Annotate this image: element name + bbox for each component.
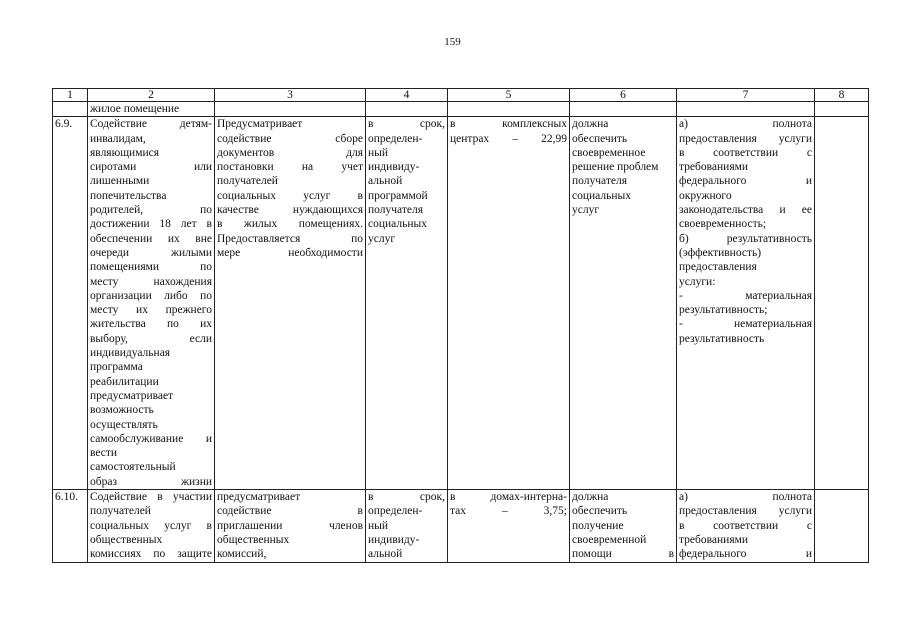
- cell-text-line: индивиду-: [368, 161, 420, 174]
- cell-text-line: лишенными: [90, 175, 150, 188]
- page-number: 159: [444, 36, 461, 48]
- cell-text-line: а) полнота: [679, 491, 812, 504]
- service-description-cell: [215, 490, 366, 562]
- cell-text-line: достижении 18 лет в: [90, 218, 212, 231]
- cell-text-line: являющимися: [90, 146, 160, 159]
- cell-text-line: социальных услуг в: [90, 519, 212, 532]
- cell-text-line: документов для: [217, 146, 363, 159]
- cell-text-line: получение: [572, 519, 624, 532]
- cell-text-line: б) результативность: [679, 232, 812, 245]
- cell-text-line: программой: [368, 189, 428, 202]
- column-header: 8: [815, 89, 869, 102]
- cell-text-line: в соответствии с: [679, 146, 812, 159]
- cell-text-line: реабилитации: [90, 375, 159, 388]
- cell-text-line: общественных: [90, 533, 163, 546]
- cell-text-line: определен-: [368, 505, 423, 518]
- cell-text-line: в срок,: [368, 118, 445, 131]
- cell-text-line: сиротами или: [90, 161, 212, 174]
- column-header: 4: [366, 89, 448, 102]
- cell-text-line: тах – 3,75;: [450, 505, 567, 518]
- cell-text-line: а) полнота: [679, 118, 812, 131]
- cell-text-line: получателей: [217, 175, 278, 188]
- cell-text-line: получателя: [572, 175, 627, 188]
- cell-text-line: инвалидам,: [90, 132, 146, 145]
- cell-text-line: качестве нуждающихся: [217, 204, 363, 217]
- cell-text-line: жительства по их: [90, 318, 212, 331]
- cell-text-line: законодательства и ее: [679, 204, 812, 217]
- cell-text-line: федерального и: [679, 548, 812, 561]
- cell-text-line: должна: [572, 491, 609, 504]
- column-header: 3: [215, 89, 366, 102]
- cell-text-line: альной: [368, 548, 403, 561]
- service-term-cell: [366, 490, 448, 562]
- cell-text-line: своевременной: [572, 533, 647, 546]
- cell-text-line: родителей, по: [90, 204, 212, 217]
- column-header: 7: [677, 89, 815, 102]
- cell-text-line: предусматривает: [90, 389, 174, 402]
- cell-text-line: организации либо по: [90, 289, 212, 302]
- service-name-cell: [88, 117, 215, 490]
- table-row: [53, 490, 869, 562]
- cell-text-line: общественных: [217, 533, 290, 546]
- cell-text-line: индивиду-: [368, 533, 420, 546]
- cell-text-line: своевременное: [572, 146, 646, 159]
- quality-indicator-cell: [570, 117, 677, 490]
- cell-text-line: окружного: [679, 189, 732, 202]
- cell-text-line: социальных: [572, 189, 631, 202]
- cell-text-line: комиссиях по защите: [90, 548, 212, 561]
- cell-text-line: обеспечить: [572, 132, 628, 145]
- cell-text-line: в соответствии с: [679, 519, 812, 532]
- cell-text-line: требованиями: [679, 161, 749, 174]
- cell-text-line: получателя: [368, 204, 423, 217]
- row-number: 6.10.: [53, 490, 88, 562]
- empty-cell: [815, 117, 869, 490]
- cell-text-line: социальных: [368, 218, 427, 231]
- cell-text-line: вести: [90, 447, 118, 460]
- column-header: 2: [88, 89, 215, 102]
- cell-text-line: возможность: [90, 404, 154, 417]
- continuation-text: жилое помещение: [88, 102, 215, 117]
- empty-cell: [815, 490, 869, 562]
- cell-text-line: выбору, если: [90, 332, 212, 345]
- cell-text-line: ный: [368, 146, 389, 159]
- cell-text-line: постановки на учет: [217, 161, 363, 174]
- service-name-cell: [88, 490, 215, 562]
- cell-text-line: очереди жилыми: [90, 246, 212, 259]
- cell-text-line: в жилых помещениях.: [217, 218, 363, 231]
- cell-text-line: в срок,: [368, 491, 445, 504]
- evaluation-criteria-cell: [677, 490, 815, 562]
- cell-text-line: образ жизни: [90, 475, 212, 488]
- cell-text-line: центрах – 22,99: [450, 132, 567, 145]
- continuation-row: [53, 102, 869, 117]
- cell-text-line: услуг: [572, 204, 600, 217]
- cell-text-line: предоставления: [679, 261, 757, 274]
- cell-text-line: определен-: [368, 132, 423, 145]
- cell-text-line: самообслуживание и: [90, 432, 212, 445]
- cell-text-line: альной: [368, 175, 403, 188]
- cell-text-line: содействие в: [217, 505, 363, 518]
- cell-text-line: содействие сборе: [217, 132, 363, 145]
- cell-text-line: Предусматривает: [217, 118, 303, 131]
- cell-text-line: результативность: [679, 332, 765, 345]
- cell-text-line: своевременность;: [679, 218, 767, 231]
- row-number: 6.9.: [53, 117, 88, 490]
- services-table: [52, 88, 869, 563]
- cell-text-line: предусматривает: [217, 491, 301, 504]
- column-number-row: [53, 89, 869, 102]
- service-description-cell: [215, 117, 366, 490]
- cell-text-line: предоставления услуги: [679, 505, 812, 518]
- column-header: 1: [53, 89, 88, 102]
- cell-text-line: - нематериальная: [679, 318, 812, 331]
- cell-text-line: решение проблем: [572, 161, 659, 174]
- cell-text-line: (эффективность): [679, 246, 762, 259]
- cell-text-line: месту нахождения: [90, 275, 212, 288]
- quality-indicator-cell: [570, 490, 677, 562]
- cell-text-line: - материальная: [679, 289, 812, 302]
- cell-text-line: ный: [368, 519, 389, 532]
- cell-text-line: индивидуальная: [90, 347, 171, 360]
- column-header: 5: [448, 89, 570, 102]
- cell-text-line: комиссий,: [217, 548, 267, 561]
- cell-text-line: результативность;: [679, 304, 768, 317]
- evaluation-criteria-cell: [677, 117, 815, 490]
- service-term-cell: [366, 117, 448, 490]
- cell-text-line: Предоставляется по: [217, 232, 363, 245]
- cell-text-line: требованиями: [679, 533, 749, 546]
- cell-text-line: программа: [90, 361, 143, 374]
- cell-text-line: предоставления услуги: [679, 132, 812, 145]
- cell-text-line: приглашении членов: [217, 519, 363, 532]
- cell-text-line: получателей: [90, 505, 151, 518]
- cell-text-line: обеспечении их вне: [90, 232, 212, 245]
- cell-text-line: услуги:: [679, 275, 716, 288]
- cell-text-line: социальных услуг в: [217, 189, 363, 202]
- cell-text-line: в домах-интерна-: [450, 491, 567, 504]
- service-tariff-cell: [448, 117, 570, 490]
- cell-text-line: помещениями по: [90, 261, 212, 274]
- cell-text-line: Содействие в участии: [90, 491, 212, 504]
- cell-text-line: федерального и: [679, 175, 812, 188]
- cell-text-line: помощи в: [572, 548, 674, 561]
- cell-text-line: обеспечить: [572, 505, 628, 518]
- cell-text-line: должна: [572, 118, 609, 131]
- service-tariff-cell: [448, 490, 570, 562]
- cell-text-line: в комплексных: [450, 118, 567, 131]
- cell-text-line: осуществлять: [90, 418, 158, 431]
- cell-text-line: самостоятельный: [90, 461, 176, 474]
- cell-text-line: попечительства: [90, 189, 167, 202]
- cell-text-line: мере необходимости: [217, 246, 363, 259]
- cell-text-line: Содействие детям-: [90, 118, 212, 131]
- column-header: 6: [570, 89, 677, 102]
- cell-text-line: месту их прежнего: [90, 304, 212, 317]
- cell-text-line: услуг: [368, 232, 396, 245]
- table-row: [53, 117, 869, 490]
